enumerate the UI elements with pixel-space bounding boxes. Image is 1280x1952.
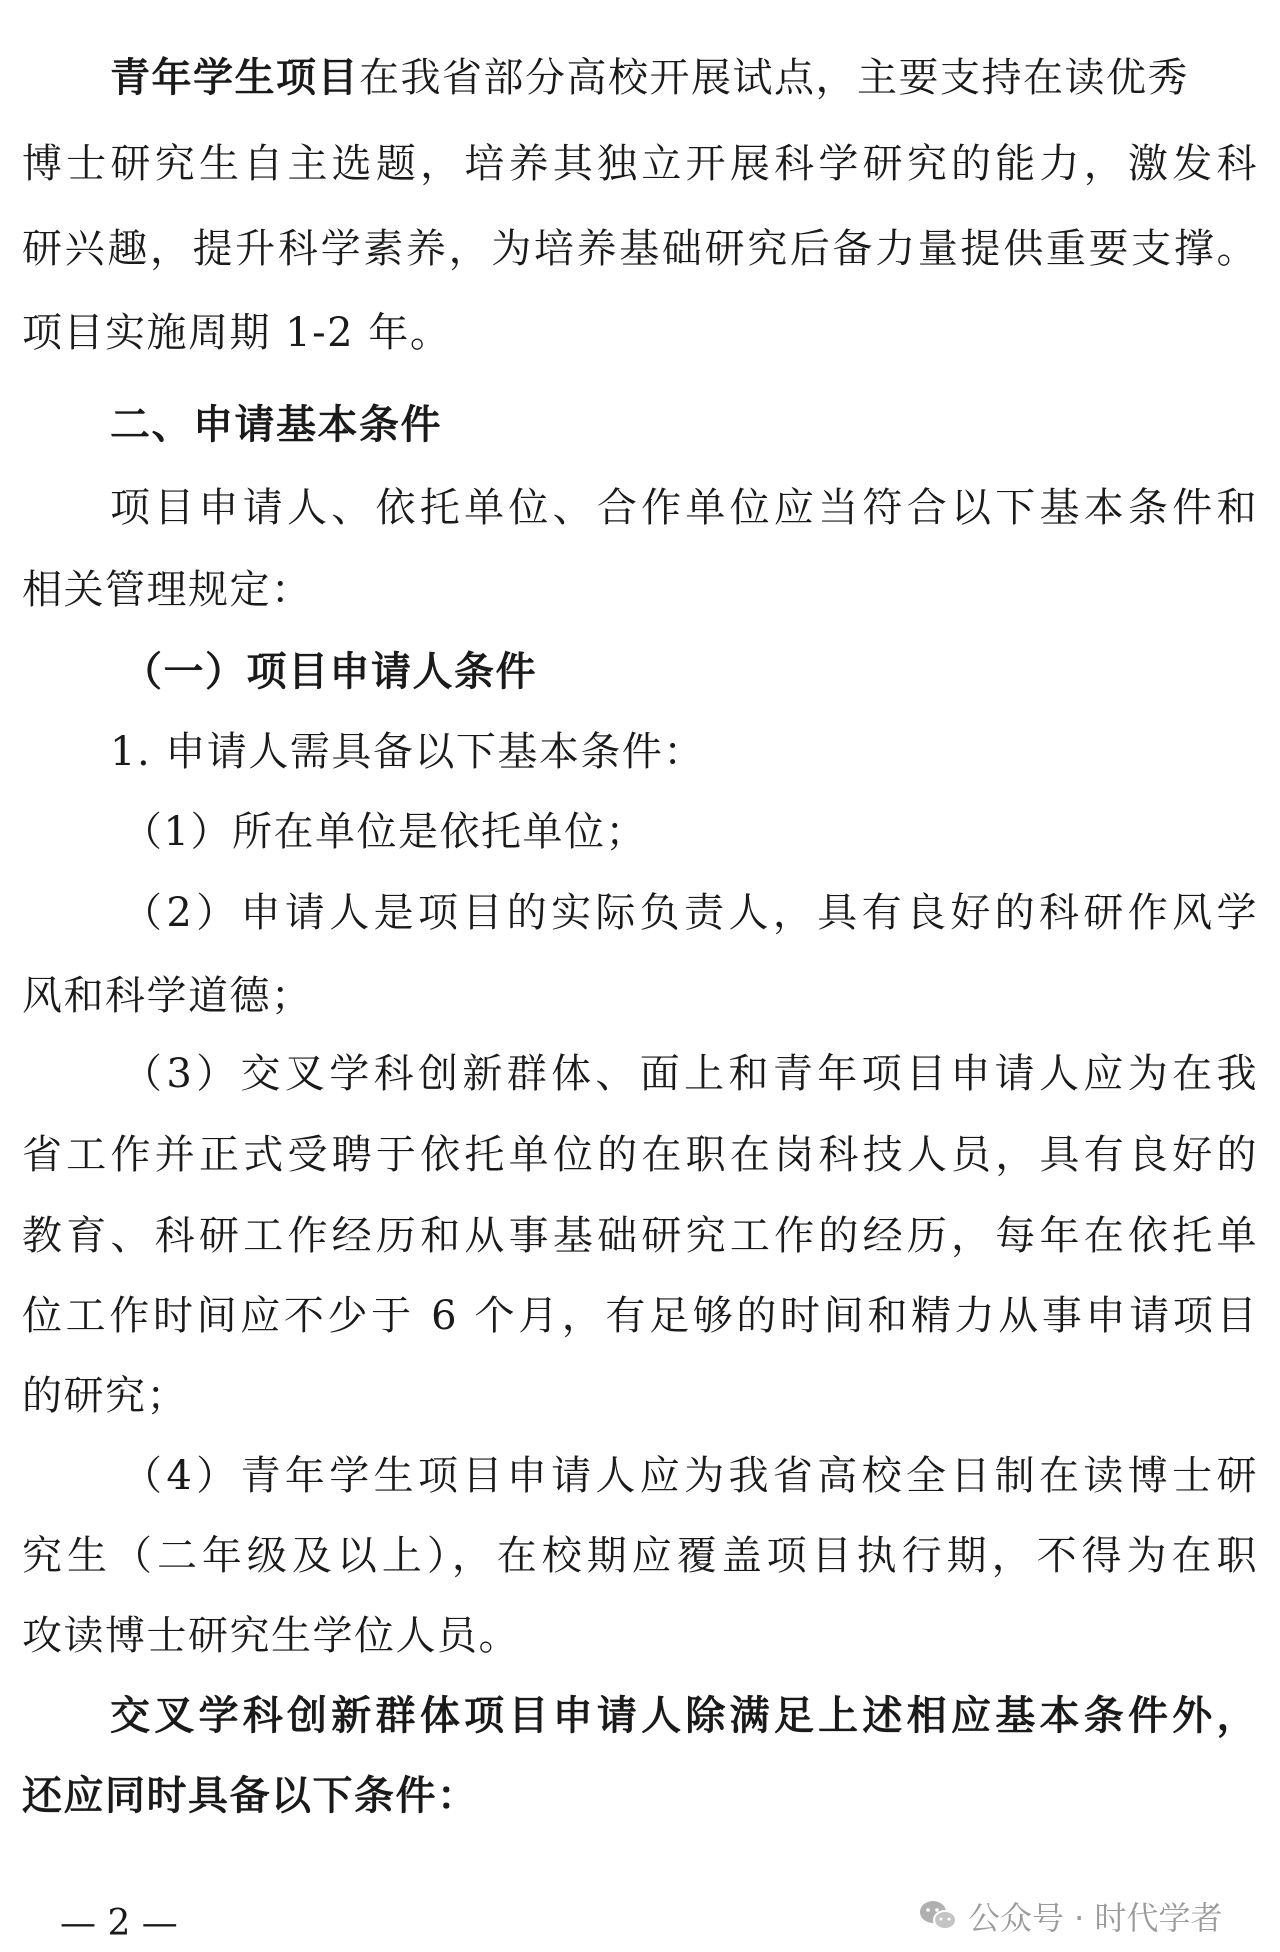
list-item: （4）青年学生项目申请人应为我省高校全日制在读博士研 xyxy=(122,1453,1258,1499)
subsection-heading: （一）项目申请人条件 xyxy=(122,649,537,695)
paragraph-line: 项目申请人、依托单位、合作单位应当符合以下基本条件和 xyxy=(110,485,1258,531)
paragraph-line: 位工作时间应不少于 6 个月，有足够的时间和精力从事申请项目 xyxy=(22,1293,1258,1339)
watermark xyxy=(918,1892,1223,1940)
paragraph-line xyxy=(110,38,1258,118)
paragraph-line: 教育、科研工作经历和从事基础研究工作的经历，每年在依托单 xyxy=(22,1213,1258,1259)
bold-paragraph-line: 还应同时具备以下条件： xyxy=(22,1773,479,1819)
paragraph-line: 的研究； xyxy=(22,1373,188,1419)
paragraph-line: 研兴趣，提升科学素养，为培养基础研究后备力量提供重要支撑。 xyxy=(22,226,1258,272)
bold-term: 青年学生项目 xyxy=(110,55,359,101)
watermark-text: 公众号 · 时代学者 xyxy=(968,1899,1223,1937)
paragraph-line: 博士研究生自主选题，培养其独立开展科学研究的能力，激发科 xyxy=(22,141,1258,187)
paragraph-line: 相关管理规定： xyxy=(22,567,313,613)
paragraph-line: 省工作并正式受聘于依托单位的在职在岗科技人员，具有良好的 xyxy=(22,1132,1258,1178)
paragraph-line: 项目实施周期 1-2 年。 xyxy=(22,310,452,356)
list-item: （2）申请人是项目的实际负责人，具有良好的科研作风学 xyxy=(122,890,1258,936)
line-text: 在我省部分高校开展试点，主要支持在读优秀 xyxy=(359,55,1189,101)
list-item: 1. 申请人需具备以下基本条件： xyxy=(110,729,705,775)
wechat-icon xyxy=(918,1899,958,1933)
page-number: — 2 — xyxy=(60,1903,178,1944)
list-item: （3）交叉学科创新群体、面上和青年项目申请人应为在我 xyxy=(122,1051,1258,1097)
list-item: （1）所在单位是依托单位； xyxy=(122,809,647,855)
paragraph-line: 究生（二年级及以上），在校期应覆盖项目执行期，不得为在职 xyxy=(22,1533,1258,1579)
section-heading: 二、申请基本条件 xyxy=(110,402,442,448)
bold-paragraph-line: 交叉学科创新群体项目申请人除满足上述相应基本条件外， xyxy=(110,1693,1258,1739)
paragraph-line: 攻读博士研究生学位人员。 xyxy=(22,1613,520,1659)
paragraph-line: 风和科学道德； xyxy=(22,973,313,1019)
